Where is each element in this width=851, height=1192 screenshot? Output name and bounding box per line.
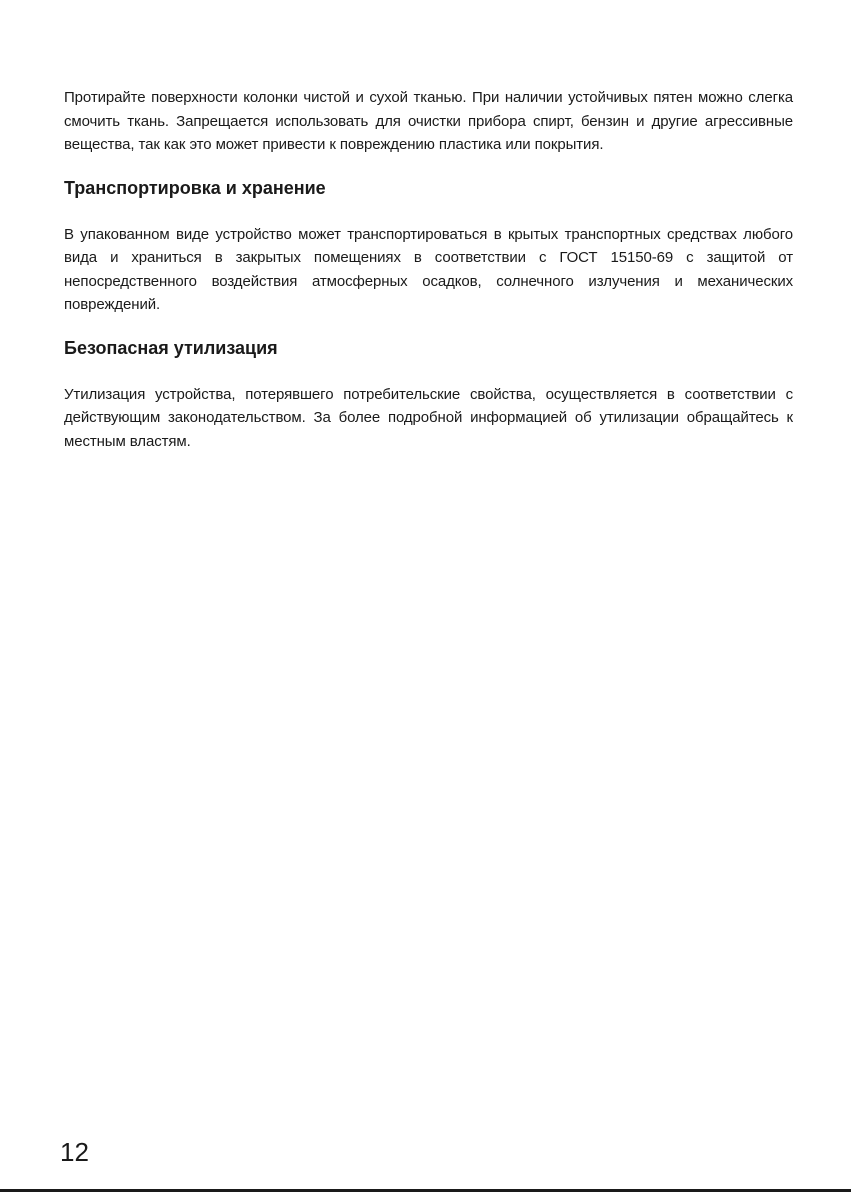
transport-storage-paragraph: В упакованном виде устройство может транспортироваться в крытых транспортных средствах любого вида и храниться в закрытых помещениях в соответствии с ГОСТ 15150-69 с защитой от непосредственного воздействия атмосферных осадков, солнечного излучения и механических повреждений.: [64, 225, 793, 313]
document-body: [64, 86, 793, 453]
cleaning-paragraph: Протирайте поверхности колонки чистой и сухой тканью. При наличии устойчивых пятен можно слегка смочить ткань. Запрещается использовать для очистки прибора спирт, бензин и другие агрессивные вещества, так как это может привести к повреждению пластика или покрытия.: [64, 89, 793, 153]
transport-storage-heading: Транспортировка и хранение: [64, 177, 326, 198]
page-number: 12: [60, 1137, 89, 1167]
safe-disposal-paragraph: Утилизация устройства, потерявшего потребительские свойства, осуществляется в соответствии с действующим законодательством. За более подробной информацией об утилизации обращайтесь к местным властям.: [64, 385, 793, 450]
safe-disposal-heading: Безопасная утилизация: [64, 337, 278, 358]
